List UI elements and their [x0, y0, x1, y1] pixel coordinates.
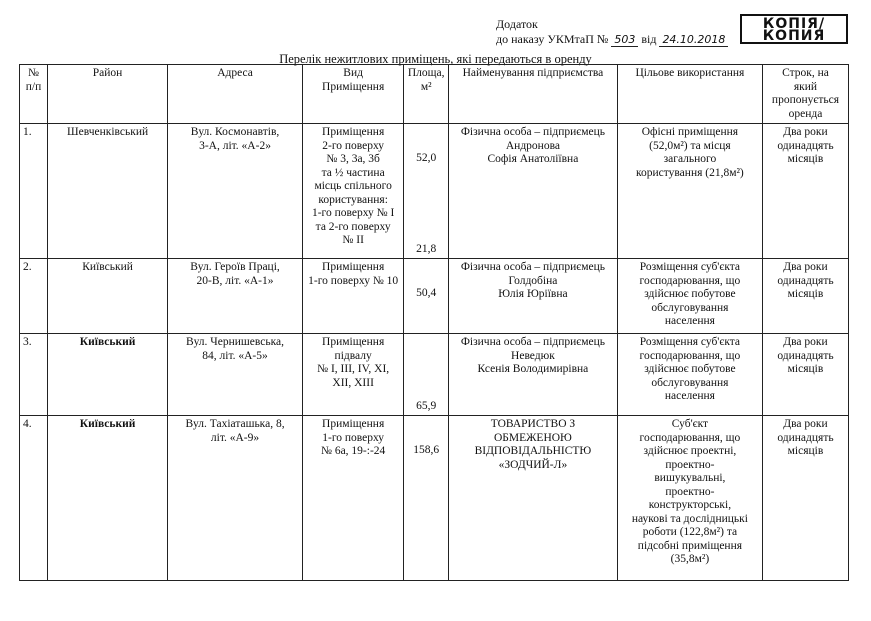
enterprise-cell: ТОВАРИСТВО З ОБМЕЖЕНОЮ ВІДПОВІДАЛЬНІСТЮ «ЗОДЧИЙ-Л»: [448, 416, 617, 581]
district-cell: Київський: [47, 259, 167, 334]
area-value-secondary: 21,8: [416, 242, 437, 255]
purpose-cell: Офісні приміщення (52,0м²) та місця загального користування (21,8м²): [617, 124, 762, 259]
premises-type-cell: Приміщення 1-го поверху № 10: [302, 259, 404, 334]
area-value: 65,9: [416, 399, 437, 412]
col-header-address: Адреса: [168, 65, 303, 124]
area-cell: [404, 259, 449, 334]
table-row: [20, 334, 849, 416]
enterprise-cell: Фізична особа – підприємець Андронова Софія Анатоліївна: [448, 124, 617, 259]
term-cell: Два роки одинадцять місяців: [762, 259, 848, 334]
district-cell: Київський: [47, 334, 167, 416]
col-header-num: № п/п: [20, 65, 48, 124]
premises-type-cell: Приміщення підвалу № I, III, IV, XI, XII, XIII: [302, 334, 404, 416]
enterprise-cell: Фізична особа – підприємець Неведюк Ксенія Володимирівна: [448, 334, 617, 416]
area-value: 52,0: [416, 152, 437, 164]
order-reference: [496, 32, 728, 47]
table-row: [20, 259, 849, 334]
addendum-label: Додаток: [496, 17, 538, 31]
premises-type-cell: Приміщення 1-го поверху № 6а, 19-:-24: [302, 416, 404, 581]
district-cell: Київський: [47, 416, 167, 581]
address-cell: Вул. Чернишевська, 84, літ. «А-5»: [168, 334, 303, 416]
date-prefix: від: [641, 32, 657, 46]
area-value: 158,6: [413, 444, 440, 456]
col-header-area: Площа, м²: [404, 65, 449, 124]
row-number: 1.: [20, 124, 48, 259]
address-cell: Вул. Тахіаташька, 8, літ. «А-9»: [168, 416, 303, 581]
area-cell: [404, 334, 449, 416]
col-header-purpose: Цільове використання: [617, 65, 762, 124]
purpose-cell: Суб'єкт господарювання, що здійснює проектні, проектно- вишукувальні, проектно- конструкторські, наукові та дослідницькі роботи (122,8м²) та підсобні приміщення (35,8м²): [617, 416, 762, 581]
enterprise-cell: Фізична особа – підприємець Голдобіна Юлія Юріївна: [448, 259, 617, 334]
row-number: 3.: [20, 334, 48, 416]
premises-table: [19, 64, 849, 581]
premises-type-cell: Приміщення 2-го поверху № 3, 3а, 3б та ½ частина місць спільного користування: 1-го поверху № I та 2-го поверху № II: [302, 124, 404, 259]
stamp-line-2: КОПИЯ: [762, 28, 826, 44]
purpose-cell: Розміщення суб'єкта господарювання, що здійснює побутове обслуговування населення: [617, 259, 762, 334]
row-number: 4.: [20, 416, 48, 581]
row-number: 2.: [20, 259, 48, 334]
col-header-district: Район: [47, 65, 167, 124]
area-cell: [404, 416, 449, 581]
col-header-enterprise: Найменування підприємства: [448, 65, 617, 124]
purpose-cell: Розміщення суб'єкта господарювання, що здійснює побутове обслуговування населення: [617, 334, 762, 416]
col-header-premises-type: Вид Приміщення: [302, 65, 404, 124]
order-date: 24.10.2018: [659, 33, 728, 47]
stamp-line-1: КОПІЯ/: [762, 16, 826, 32]
col-header-term: Строк, на який пропонується оренда: [762, 65, 848, 124]
copy-stamp: [740, 14, 848, 44]
table-header-row: [20, 65, 849, 124]
term-cell: Два роки одинадцять місяців: [762, 124, 848, 259]
order-prefix: до наказу УКМтаП №: [496, 32, 609, 46]
address-cell: Вул. Героїв Праці, 20-В, літ. «А-1»: [168, 259, 303, 334]
term-cell: Два роки одинадцять місяців: [762, 334, 848, 416]
area-cell: [404, 124, 449, 259]
order-number: 503: [611, 33, 638, 47]
document-title: Перелік нежитлових приміщень, які передаються в оренду: [279, 52, 592, 66]
table-row: [20, 416, 849, 581]
area-value: 50,4: [416, 287, 437, 299]
table-row: [20, 124, 849, 259]
address-cell: Вул. Космонавтів, 3-А, літ. «А-2»: [168, 124, 303, 259]
addendum-header: [496, 17, 728, 47]
term-cell: Два роки одинадцять місяців: [762, 416, 848, 581]
district-cell: Шевченківський: [47, 124, 167, 259]
